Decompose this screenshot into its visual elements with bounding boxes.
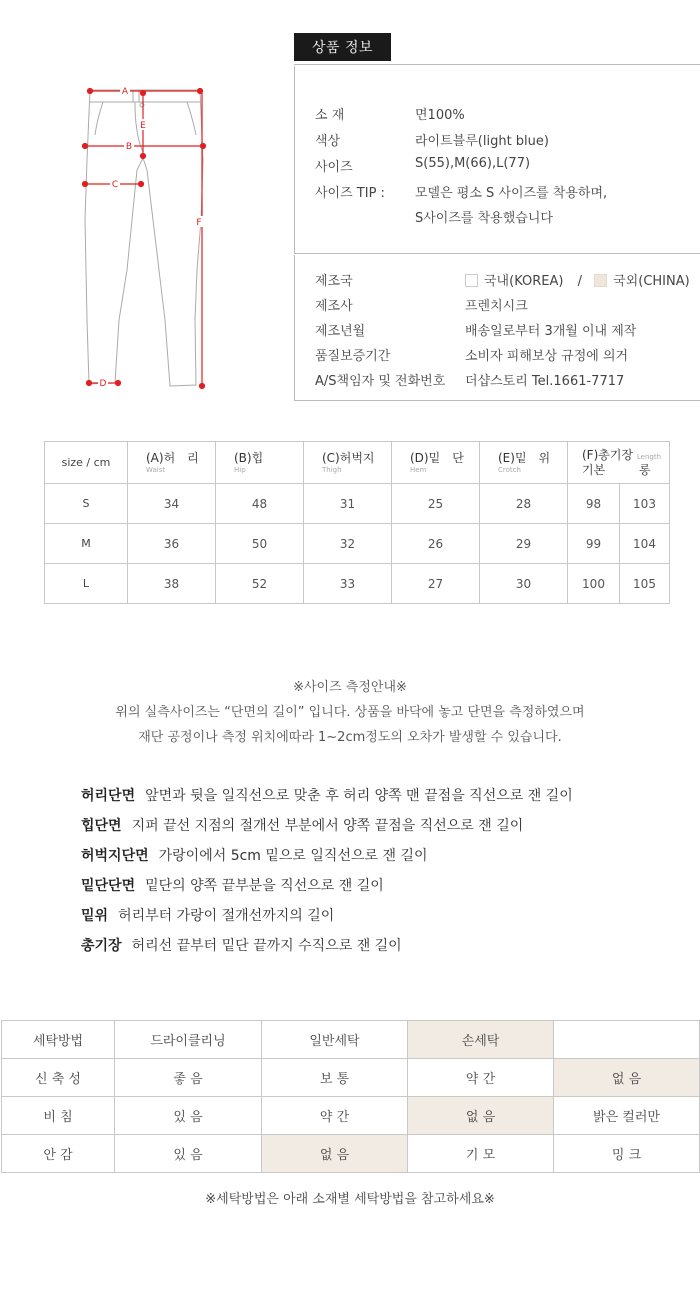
definition-item [81,815,573,845]
table-cell: 34 [128,484,216,524]
divider [294,64,700,65]
table-cell: 33 [304,564,392,604]
header-hem-ko: (D)밑 단 [410,451,464,466]
table-cell: 기 모 [408,1135,554,1173]
definition-item [81,905,573,935]
header-hem [392,442,480,484]
definition-term: 허벅지단면 [81,848,149,864]
foreign-text: 국외(CHINA) [613,274,690,289]
table-row [45,564,670,604]
definition-item [81,935,573,965]
header-crotch-ko: (E)밑 위 [498,451,551,466]
table-cell: 일반세탁 [262,1021,408,1059]
definition-term: 밑위 [81,908,109,924]
label-e: E [140,121,146,131]
color-value: 라이트블루(light blue) [415,134,549,149]
header-hip-en: Hip [234,465,246,474]
definition-desc: 가랑이에서 5cm 밑으로 일직선으로 잰 길이 [158,848,428,864]
measurement-note-line2: 재단 공정이나 측정 위치에따라 1~2cm정도의 오차가 발생할 수 있습니다. [138,730,562,745]
header-thigh [304,442,392,484]
table-cell: 좋 음 [115,1059,262,1097]
definition-term: 힙단면 [81,818,122,834]
definition-desc: 허리선 끝부터 밑단 끝까지 수직으로 잰 길이 [131,938,402,954]
washing-note: ※세탁방법은 아래 소재별 세탁방법을 참고하세요※ [205,1192,495,1207]
measurement-definitions [81,785,573,965]
wash-method-label: 세탁방법 [2,1021,115,1059]
definition-desc: 앞면과 뒷을 일직선으로 맞춘 후 허리 양쪽 맨 끝점을 직선으로 잰 길이 [145,788,573,804]
table-cell: 있 음 [115,1097,262,1135]
see-through-label: 비 침 [2,1097,115,1135]
header-thigh-en: Thigh [322,465,342,474]
table-cell: 31 [304,484,392,524]
table-cell: 105 [620,564,670,604]
section-title: 상품 정보 [294,33,391,61]
header-length [568,442,670,484]
foreign-checkbox [594,274,607,287]
lining-label: 안 감 [2,1135,115,1173]
product-info-box [294,66,700,254]
table-cell-selected: 없 음 [408,1097,554,1135]
color-label: 색상 [315,134,341,149]
table-cell: 29 [480,524,568,564]
measurement-lines [83,89,206,389]
table-cell: 100 [568,564,620,604]
header-length-en: Length [636,453,662,462]
maker-label: 제조사 [315,299,353,314]
header-hip-ko: (B)힙 [234,451,264,466]
label-c: C [111,180,119,190]
header-waist-ko: (A)허 리 [146,451,199,466]
warranty-label: 품질보증기간 [315,349,391,364]
table-cell: 50 [216,524,304,564]
date-value: 배송일로부터 3개월 이내 제작 [465,324,637,339]
table-row [2,1059,700,1097]
header-length-ko: (F)총기장 [582,448,634,463]
size-tip-line2: S사이즈를 착용했습니다 [415,211,553,226]
measurement-note-line1: 위의 실측사이즈는 “단면의 길이” 입니다. 상품을 바닥에 놓고 단면을 측정하였으며 [115,705,585,720]
size-table-header [45,442,670,484]
row-size-m: M [45,524,128,564]
size-value: S(55),M(66),L(77) [415,156,531,171]
table-cell-selected: 손세탁 [408,1021,554,1059]
country-value [465,270,690,289]
pants-outline [85,90,203,386]
table-row [2,1021,700,1059]
definition-item [81,845,573,875]
table-cell: 밝은 컬러만 [554,1097,700,1135]
date-label: 제조년월 [315,324,366,339]
header-crotch [480,442,568,484]
header-waist [128,442,216,484]
table-cell: 38 [128,564,216,604]
definition-desc: 지퍼 끝선 지점의 절개선 부분에서 양쪽 끝점을 직선으로 잰 길이 [131,818,524,834]
table-cell: 드라이클리닝 [115,1021,262,1059]
table-cell: 52 [216,564,304,604]
label-b: B [125,142,133,152]
row-size-s: S [45,484,128,524]
definition-desc: 허리부터 가랑이 절개선까지의 길이 [118,908,335,924]
header-crotch-en: Crotch [498,465,521,474]
size-label: 사이즈 [315,160,353,175]
definition-item [81,875,573,905]
country-label: 제조국 [315,274,353,289]
country-separator: / [577,274,582,289]
material-label: 소 재 [315,108,345,123]
table-cell [554,1021,700,1059]
domestic-text: 국내(KOREA) [484,274,564,289]
origin-info-box [294,255,700,401]
table-cell: 26 [392,524,480,564]
table-cell-selected: 없 음 [262,1135,408,1173]
row-size-l: L [45,564,128,604]
table-cell: 약 간 [262,1097,408,1135]
definition-term: 밑단단면 [81,878,136,894]
as-label: A/S책임자 및 전화번호 [315,374,446,389]
table-cell: 48 [216,484,304,524]
table-cell: 있 음 [115,1135,262,1173]
table-cell: 28 [480,484,568,524]
table-row [2,1097,700,1135]
label-d: D [99,379,107,389]
header-hem-en: Hem [410,465,427,474]
measurement-note-title: ※사이즈 측정안내※ [293,680,407,695]
table-cell: 보 통 [262,1059,408,1097]
header-length-basic: 기본 [582,462,606,477]
table-cell: 36 [128,524,216,564]
header-hip [216,442,304,484]
pants-measurement-diagram [75,80,215,395]
size-tip-label: 사이즈 TIP : [315,186,385,201]
stretch-label: 신 축 성 [2,1059,115,1097]
table-cell: 103 [620,484,670,524]
material-value: 면100% [415,108,465,123]
maker-value: 프렌치시크 [465,299,528,314]
table-cell: 99 [568,524,620,564]
washing-table [1,1020,700,1173]
header-waist-en: Waist [146,465,166,474]
table-cell: 25 [392,484,480,524]
domestic-checkbox [465,274,478,287]
label-a: A [121,87,129,97]
table-cell: 약 간 [408,1059,554,1097]
table-cell: 98 [568,484,620,524]
table-row [45,484,670,524]
size-tip-line1: 모델은 평소 S 사이즈를 착용하며, [415,186,608,201]
table-cell: 104 [620,524,670,564]
table-row [2,1135,700,1173]
definition-item [81,785,573,815]
definition-desc: 밑단의 양쪽 끝부분을 직선으로 잰 길이 [145,878,384,894]
table-cell: 32 [304,524,392,564]
table-cell: 27 [392,564,480,604]
definition-term: 총기장 [81,938,122,954]
size-table [44,441,670,604]
size-unit-cell: size / cm [45,442,128,484]
header-length-long: 롱 [639,462,651,477]
table-row [45,524,670,564]
label-f: F [196,218,202,228]
header-thigh-ko: (C)허벅지 [322,451,375,466]
warranty-value: 소비자 피해보상 규정에 의거 [465,349,629,364]
definition-term: 허리단면 [81,788,136,804]
table-cell-selected: 없 음 [554,1059,700,1097]
as-value: 더샵스토리 Tel.1661-7717 [465,374,625,389]
table-cell: 밍 크 [554,1135,700,1173]
table-cell: 30 [480,564,568,604]
